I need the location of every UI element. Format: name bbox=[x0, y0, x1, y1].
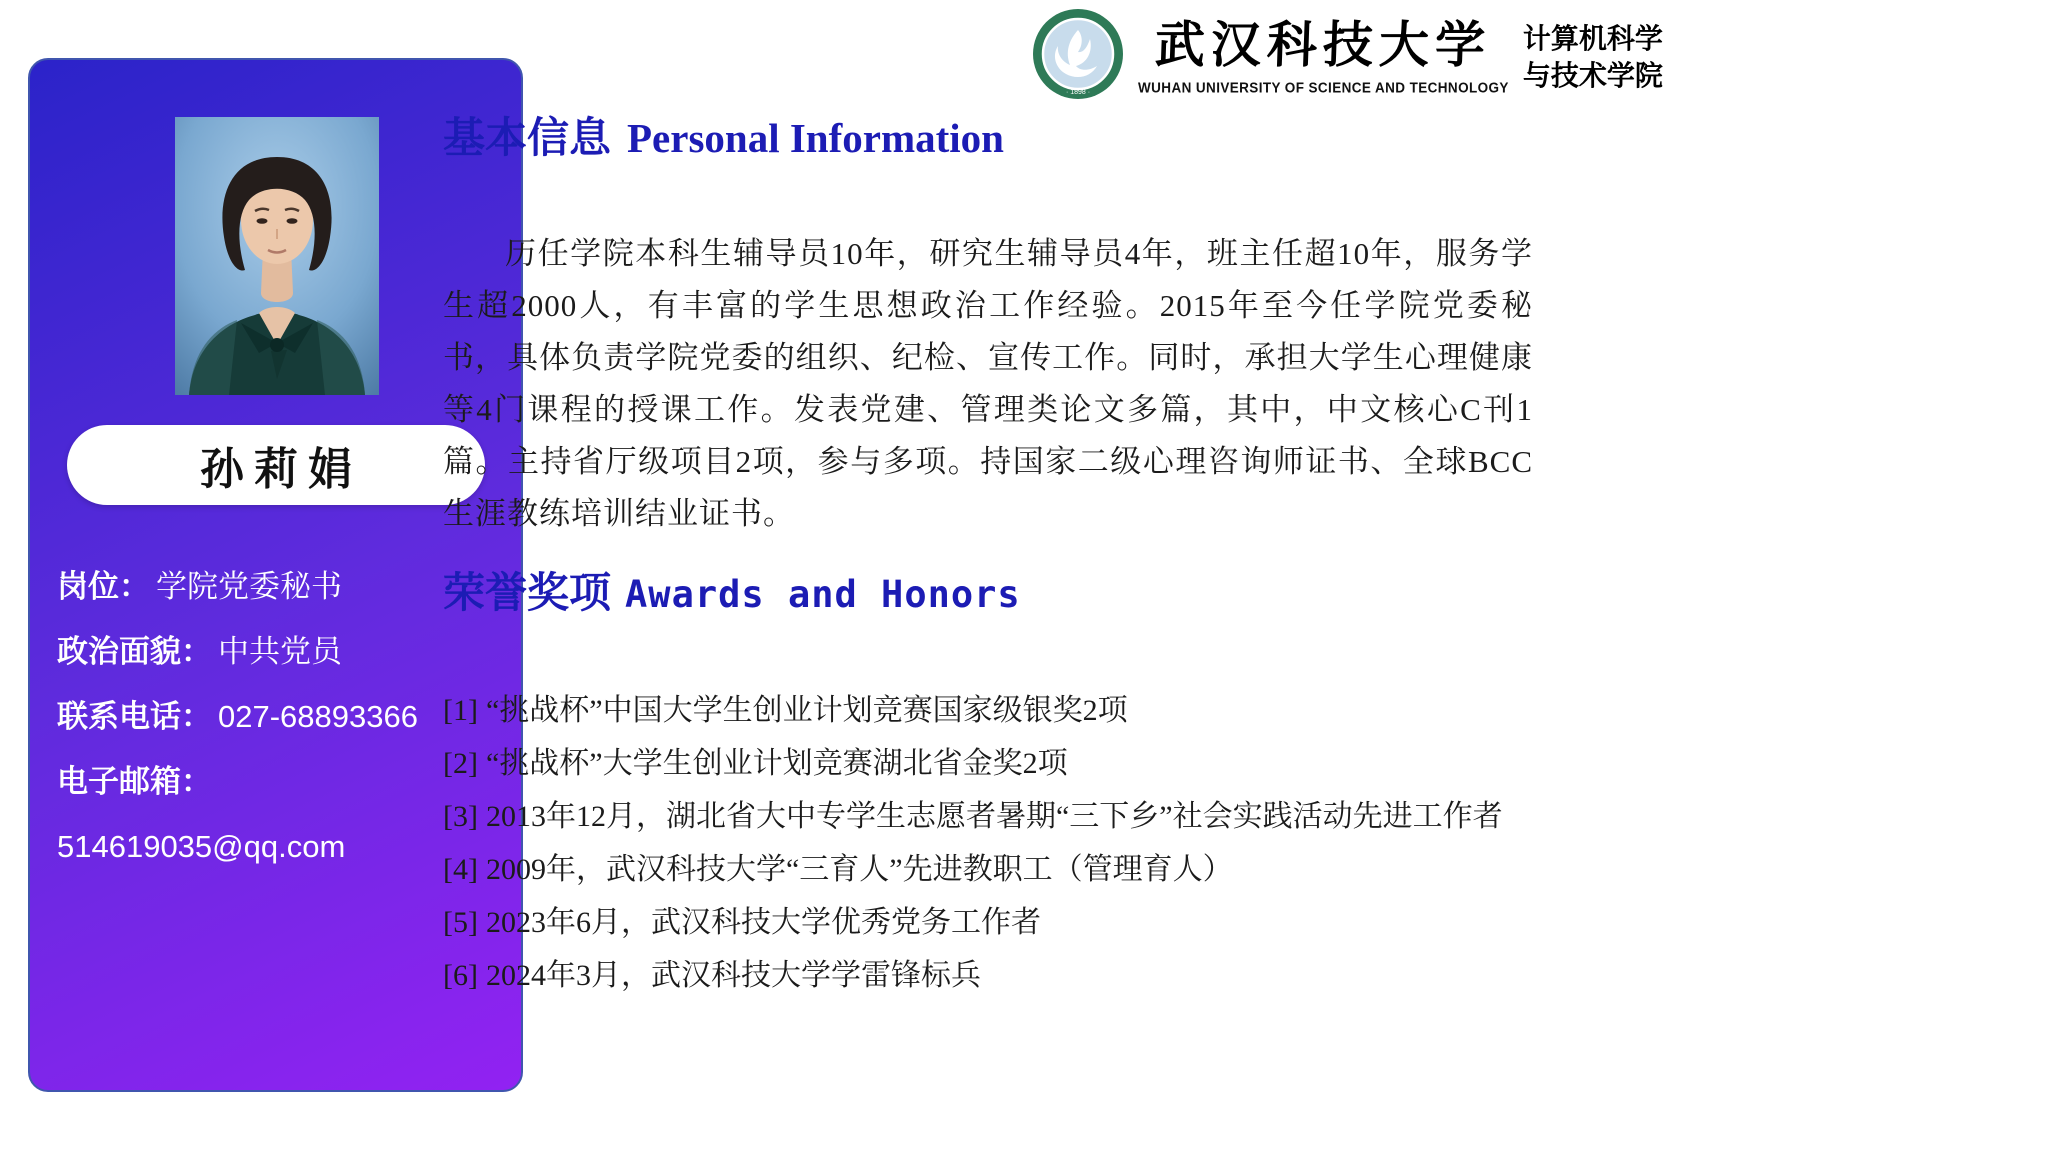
university-seal-logo bbox=[1032, 8, 1124, 100]
basic-info-title-zh: 基本信息 bbox=[443, 114, 612, 161]
field-phone: 联系电话： 027-68893366 bbox=[57, 699, 418, 734]
award-item: [6] 2024年3月，武汉科技大学学雷锋标兵 bbox=[443, 959, 981, 992]
award-item: [5] 2023年6月，武汉科技大学优秀党务工作者 bbox=[443, 906, 1041, 939]
awards-title-en: Awards and Honors bbox=[625, 573, 1021, 616]
bio-paragraph: 历任学院本科生辅导员10年，研究生辅导员4年，班主任超10年，服务学生超2000人，有丰富的学生思想政治工作经验。2015年至今任学院党委秘书，具体负责学院党委的组织、纪检、宣传工作。同时，承担大学生心理健康等4门课程的授课工作。发表党建、管理类论文多篇，其中，中文核心C刊1篇。主持省厅级项目2项，参与多项。持国家二级心理咨询师证书、全球BCC生涯教练培训结业证书。 bbox=[443, 236, 1533, 531]
basic-info-title-en: Personal Information bbox=[627, 115, 1004, 161]
award-item: [1] “挑战杯”中国大学生创业计划竞赛国家级银奖2项 bbox=[443, 694, 1128, 727]
svg-text:· 1898 ·: · 1898 · bbox=[1065, 89, 1091, 96]
profile-photo bbox=[175, 117, 379, 395]
field-email-label: 电子邮箱： bbox=[57, 764, 212, 799]
awards-list bbox=[443, 684, 1593, 1002]
field-political-status: 政治面貌： 中共党员 bbox=[57, 634, 342, 669]
college-name-line2: 与技术学院 bbox=[1522, 60, 1663, 91]
email-address: 514619035@qq.com bbox=[57, 829, 346, 864]
contact-fields bbox=[57, 565, 501, 869]
award-item: [2] “挑战杯”大学生创业计划竞赛湖北省金奖2项 bbox=[443, 747, 1068, 780]
college-name-line1: 计算机科学 bbox=[1522, 23, 1663, 54]
university-name-en: WUHAN UNIVERSITY OF SCIENCE AND TECHNOLOGY bbox=[1138, 79, 1509, 96]
person-name: 孙莉娟 bbox=[200, 445, 362, 494]
portrait-illustration bbox=[175, 117, 379, 395]
university-name-block bbox=[1138, 8, 1509, 95]
award-item: [4] 2009年，武汉科技大学“三育人”先进教职工（管理育人） bbox=[443, 853, 1233, 886]
university-name-zh: 武汉科技大学 bbox=[1154, 15, 1493, 74]
university-header bbox=[1032, 8, 1663, 100]
name-badge bbox=[67, 425, 485, 505]
college-name bbox=[1523, 8, 1663, 94]
section-title-basic-info bbox=[443, 105, 1004, 165]
awards-title-zh: 荣誉奖项 bbox=[443, 569, 612, 616]
field-position: 岗位： 学院党委秘书 bbox=[57, 569, 342, 604]
award-item: [3] 2013年12月，湖北省大中专学生志愿者暑期“三下乡”社会实践活动先进工作者 bbox=[443, 800, 1503, 833]
section-title-awards bbox=[443, 560, 1021, 620]
